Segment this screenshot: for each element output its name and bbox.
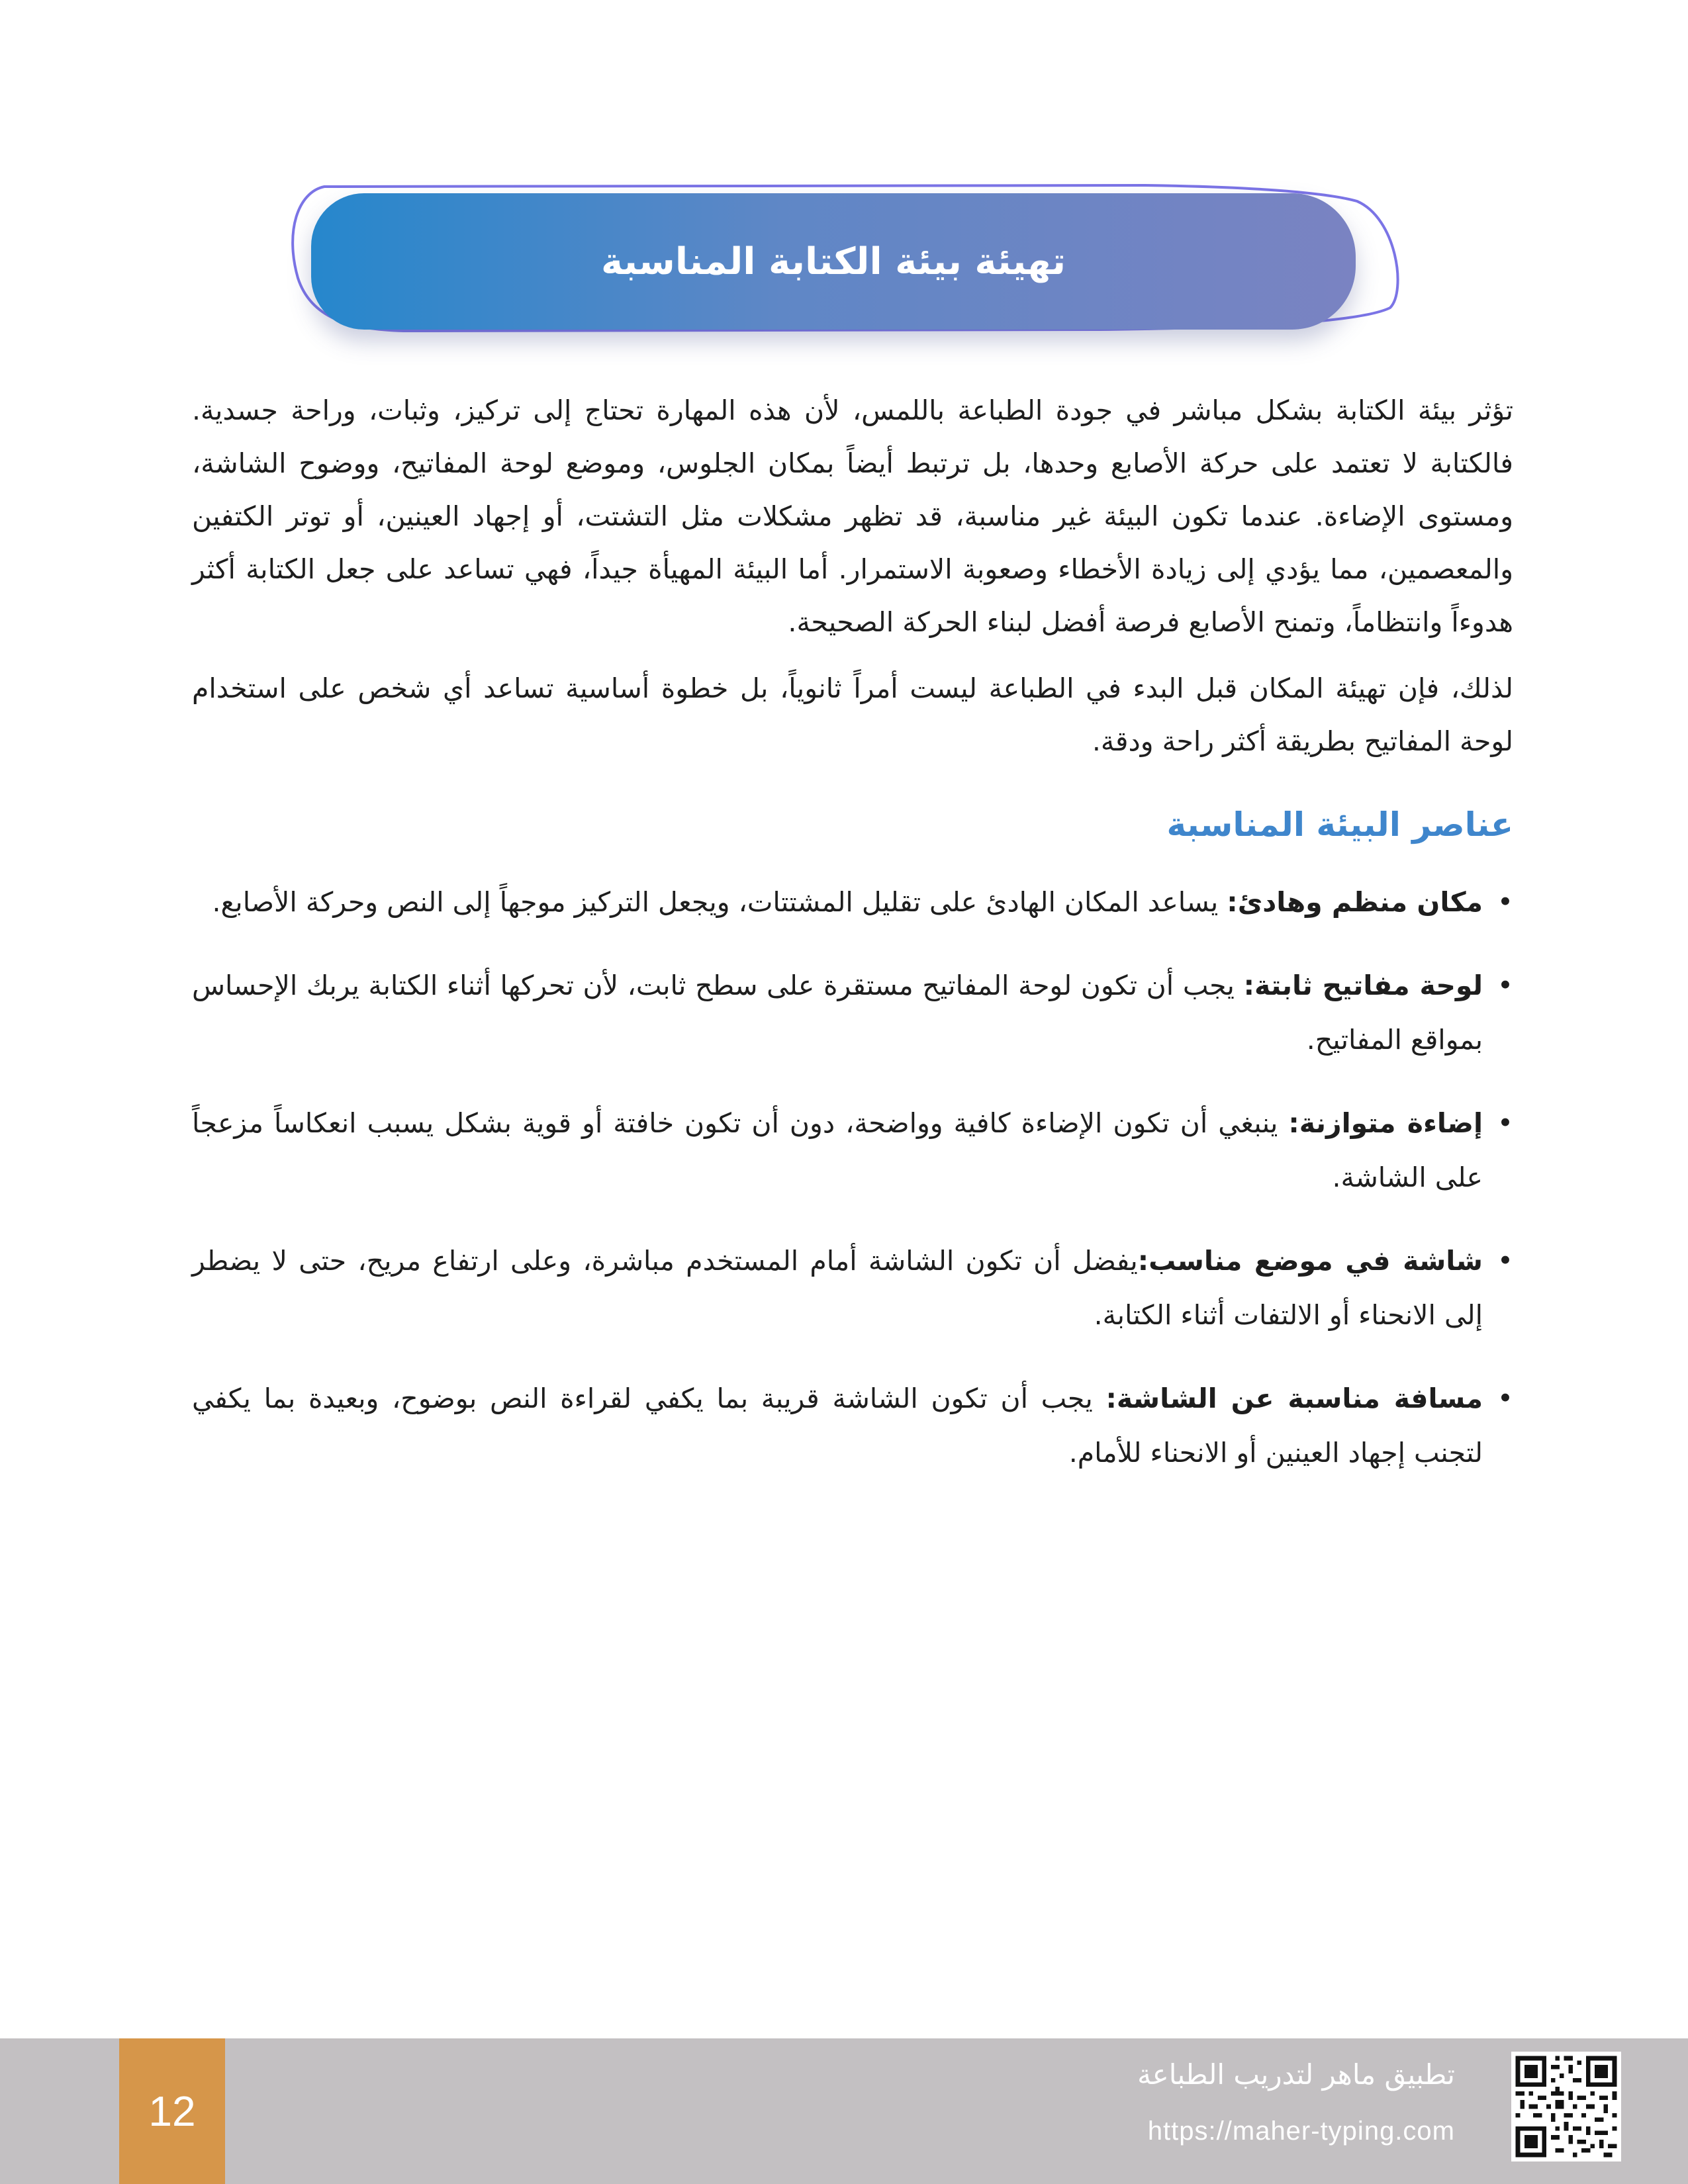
page-number: 12 (148, 2087, 196, 2135)
page-title: تهيئة بيئة الكتابة المناسبة (600, 240, 1066, 283)
conclusion-paragraph: لذلك، فإن تهيئة المكان قبل البدء في الطباعة ليست أمراً ثانوياً، بل خطوة أساسية تساعد أي شخص على استخدام لوحة المفاتيح بطريقة أكثر راحة ودقة. (192, 672, 1513, 757)
page-footer (0, 2038, 1688, 2184)
list-item-title: إضاءة متوازنة: (1288, 1107, 1483, 1139)
list-item-text: يفضل أن تكون الشاشة أمام المستخدم مباشرة، وعلى ارتفاع مريح، حتى لا يضطر إلى الانحناء أو الالتفات أثناء الكتابة. (192, 1245, 1483, 1331)
list-item (192, 958, 1513, 1067)
elements-list (192, 875, 1513, 1480)
list-item-title: مكان منظم وهادئ: (1227, 886, 1483, 918)
list-item-text: يساعد المكان الهادئ على تقليل المشتتات، ويجعل التركيز موجهاً إلى النص وحركة الأصابع. (212, 886, 1227, 918)
intro-paragraph: تؤثر بيئة الكتابة بشكل مباشر في جودة الطباعة باللمس، لأن هذه المهارة تحتاج إلى تركيز، وثبات، وراحة جسدية. فالكتابة لا تعتمد على حركة الأصابع وحدها، بل ترتبط أيضاً بمكان الجلوس، وموضع لوحة المفاتيح، ووضوح الشاشة، ومستوى الإضاءة. عندما تكون البيئة غير مناسبة، قد تظهر مشكلات مثل التشتت، أو إجهاد العينين، أو توتر الكتفين والمعصمين، مما يؤدي إلى زيادة الأخطاء وصعوبة الاستمرار. أما البيئة المهيأة جيداً، فهي تساعد على جعل الكتابة أكثر هدوءاً وانتظاماً، وتمنح الأصابع فرصة أفضل لبناء الحركة الصحيحة. (192, 394, 1513, 638)
footer-url-link[interactable]: https://maher-typing.com (1147, 2116, 1455, 2146)
title-banner (271, 179, 1410, 351)
list-item-title: شاشة في موضع مناسب: (1137, 1245, 1483, 1277)
page-number-box (119, 2038, 225, 2184)
main-content (192, 384, 1513, 1509)
list-item-title: مسافة مناسبة عن الشاشة: (1105, 1383, 1483, 1414)
list-item-text: يجب أن تكون الشاشة قريبة بما يكفي لقراءة النص بوضوح، وبعيدة بما يكفي لتجنب إجهاد العينين أو الانحناء للأمام. (192, 1383, 1483, 1469)
list-item (192, 1371, 1513, 1480)
bullet-icon: • (1497, 1383, 1513, 1414)
section-heading: عناصر البيئة المناسبة (1166, 805, 1513, 844)
bullet-icon: • (1497, 886, 1513, 918)
list-item (192, 1096, 1513, 1205)
bullet-icon: • (1497, 970, 1513, 1001)
footer-app-name: تطبيق ماهر لتدريب الطباعة (1137, 2058, 1455, 2091)
list-item (192, 875, 1513, 929)
list-item-text: يجب أن تكون لوحة المفاتيح مستقرة على سطح ثابت، لأن تحركها أثناء الكتابة يربك الإحساس بمواقع المفاتيح. (192, 970, 1483, 1056)
list-item-title: لوحة مفاتيح ثابتة: (1243, 970, 1483, 1001)
qr-code-icon[interactable] (1511, 2052, 1621, 2161)
list-item-text: ينبغي أن تكون الإضاءة كافية وواضحة، دون أن تكون خافتة أو قوية بشكل يسبب انعكاساً مزعجاً على الشاشة. (192, 1107, 1483, 1193)
bullet-icon: • (1497, 1107, 1513, 1139)
title-pill (311, 193, 1356, 330)
list-item (192, 1234, 1513, 1342)
bullet-icon: • (1497, 1245, 1513, 1277)
